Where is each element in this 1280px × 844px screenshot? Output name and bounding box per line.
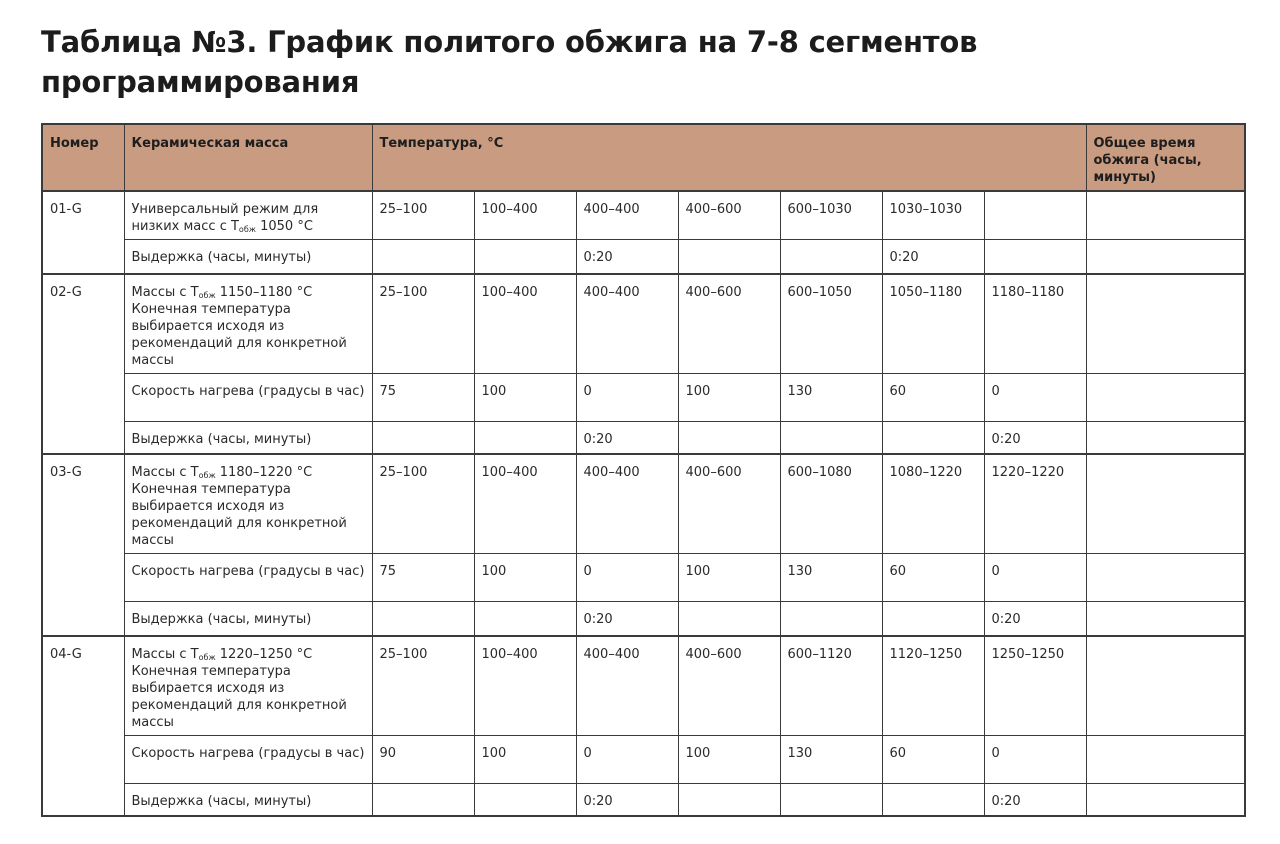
row-label-text: Скорость нагрева (градусы в час) bbox=[131, 746, 365, 761]
row-label-text: Массы с T bbox=[131, 284, 199, 300]
segment-cell: 0:20 bbox=[576, 602, 678, 636]
table-row bbox=[42, 636, 1245, 736]
segment-cell bbox=[372, 784, 474, 816]
segment-cell: 400–600 bbox=[678, 274, 780, 374]
segment-cell bbox=[372, 602, 474, 636]
row-number: 02-G bbox=[42, 274, 124, 454]
segment-cell bbox=[372, 422, 474, 454]
row-label-text-rest: 1180–1220 °C Конечная температура выбирается исходя из рекомендаций для конкретной массы bbox=[131, 464, 347, 548]
total-time-cell bbox=[1086, 240, 1245, 274]
segment-cell bbox=[882, 422, 984, 454]
segment-cell bbox=[474, 784, 576, 816]
segment-cell: 1220–1220 bbox=[984, 454, 1086, 554]
segment-cell bbox=[474, 240, 576, 274]
segment-cell bbox=[780, 240, 882, 274]
segment-cell bbox=[474, 422, 576, 454]
table-row bbox=[42, 374, 1245, 422]
row-label bbox=[124, 374, 372, 422]
row-label bbox=[124, 636, 372, 736]
total-time-cell bbox=[1086, 454, 1245, 554]
row-label-text: Массы с T bbox=[131, 464, 199, 480]
table-row bbox=[42, 191, 1245, 240]
segment-cell: 130 bbox=[780, 374, 882, 422]
row-label bbox=[124, 454, 372, 554]
segment-cell: 400–400 bbox=[576, 191, 678, 240]
segment-cell: 1080–1220 bbox=[882, 454, 984, 554]
table-row bbox=[42, 554, 1245, 602]
total-time-cell bbox=[1086, 736, 1245, 784]
total-time-cell bbox=[1086, 602, 1245, 636]
header-row bbox=[42, 124, 1245, 191]
segment-cell: 600–1080 bbox=[780, 454, 882, 554]
segment-cell: 25–100 bbox=[372, 274, 474, 374]
segment-cell: 100 bbox=[474, 736, 576, 784]
segment-cell bbox=[678, 240, 780, 274]
segment-cell: 75 bbox=[372, 374, 474, 422]
segment-cell: 130 bbox=[780, 736, 882, 784]
segment-cell: 0:20 bbox=[882, 240, 984, 274]
segment-cell: 600–1120 bbox=[780, 636, 882, 736]
segment-cell: 600–1050 bbox=[780, 274, 882, 374]
segment-cell bbox=[678, 784, 780, 816]
total-time-cell bbox=[1086, 274, 1245, 374]
segment-cell: 1030–1030 bbox=[882, 191, 984, 240]
segment-cell bbox=[780, 422, 882, 454]
table-row bbox=[42, 274, 1245, 374]
segment-cell: 1050–1180 bbox=[882, 274, 984, 374]
table-row bbox=[42, 602, 1245, 636]
segment-cell: 0 bbox=[984, 554, 1086, 602]
segment-cell: 0 bbox=[984, 736, 1086, 784]
row-label-text-rest: 1050 °C bbox=[255, 219, 313, 234]
row-label bbox=[124, 736, 372, 784]
header-number: Номер bbox=[42, 124, 124, 191]
row-label-text: Скорость нагрева (градусы в час) bbox=[131, 384, 365, 399]
segment-cell: 1180–1180 bbox=[984, 274, 1086, 374]
row-label bbox=[124, 784, 372, 816]
segment-cell: 25–100 bbox=[372, 191, 474, 240]
segment-cell: 90 bbox=[372, 736, 474, 784]
temperature-subscript: обж bbox=[198, 290, 216, 300]
segment-cell: 60 bbox=[882, 374, 984, 422]
segment-cell bbox=[678, 602, 780, 636]
segment-cell: 0:20 bbox=[576, 784, 678, 816]
table-row bbox=[42, 454, 1245, 554]
segment-cell: 100 bbox=[474, 554, 576, 602]
segment-cell: 600–1030 bbox=[780, 191, 882, 240]
segment-cell: 0 bbox=[984, 374, 1086, 422]
segment-cell bbox=[780, 602, 882, 636]
segment-cell: 400–600 bbox=[678, 191, 780, 240]
temperature-subscript: обж bbox=[198, 470, 216, 480]
segment-cell bbox=[984, 240, 1086, 274]
temperature-subscript: обж bbox=[198, 652, 216, 662]
row-number: 03-G bbox=[42, 454, 124, 636]
segment-cell: 0:20 bbox=[576, 240, 678, 274]
row-number: 04-G bbox=[42, 636, 124, 816]
row-label-text: Выдержка (часы, минуты) bbox=[131, 432, 312, 447]
segment-cell: 100–400 bbox=[474, 636, 576, 736]
row-label-text: Универсальный режим для низких масс с T bbox=[131, 202, 319, 234]
row-label-text: Выдержка (часы, минуты) bbox=[131, 250, 312, 265]
row-label-text: Скорость нагрева (градусы в час) bbox=[131, 564, 365, 579]
segment-cell: 400–600 bbox=[678, 636, 780, 736]
segment-cell: 1120–1250 bbox=[882, 636, 984, 736]
table-row bbox=[42, 240, 1245, 274]
segment-cell bbox=[984, 191, 1086, 240]
segment-cell: 75 bbox=[372, 554, 474, 602]
row-number: 01-G bbox=[42, 191, 124, 274]
segment-cell: 0:20 bbox=[984, 422, 1086, 454]
segment-cell: 100 bbox=[678, 736, 780, 784]
segment-cell bbox=[372, 240, 474, 274]
segment-cell: 400–400 bbox=[576, 454, 678, 554]
segment-cell: 100–400 bbox=[474, 454, 576, 554]
segment-cell: 100 bbox=[474, 374, 576, 422]
segment-cell: 100–400 bbox=[474, 191, 576, 240]
total-time-cell bbox=[1086, 636, 1245, 736]
page-title: Таблица №3. График политого обжига на 7-8 сегментов программирования bbox=[41, 25, 978, 99]
segment-cell: 400–400 bbox=[576, 636, 678, 736]
segment-cell: 0 bbox=[576, 736, 678, 784]
header-mass: Керамическая масса bbox=[124, 124, 372, 191]
segment-cell bbox=[882, 784, 984, 816]
row-label bbox=[124, 554, 372, 602]
segment-cell: 0:20 bbox=[984, 784, 1086, 816]
total-time-cell bbox=[1086, 554, 1245, 602]
segment-cell: 130 bbox=[780, 554, 882, 602]
row-label bbox=[124, 191, 372, 240]
firing-schedule-table bbox=[41, 123, 1246, 817]
segment-cell: 1250–1250 bbox=[984, 636, 1086, 736]
segment-cell bbox=[474, 602, 576, 636]
row-label-text-rest: 1220–1250 °C Конечная температура выбирается исходя из рекомендаций для конкретной массы bbox=[131, 646, 347, 730]
segment-cell: 400–400 bbox=[576, 274, 678, 374]
segment-cell: 25–100 bbox=[372, 454, 474, 554]
segment-cell: 400–600 bbox=[678, 454, 780, 554]
segment-cell: 25–100 bbox=[372, 636, 474, 736]
segment-cell: 60 bbox=[882, 554, 984, 602]
segment-cell bbox=[678, 422, 780, 454]
segment-cell: 60 bbox=[882, 736, 984, 784]
row-label bbox=[124, 602, 372, 636]
total-time-cell bbox=[1086, 784, 1245, 816]
segment-cell: 0:20 bbox=[576, 422, 678, 454]
segment-cell: 0:20 bbox=[984, 602, 1086, 636]
table-body bbox=[42, 191, 1245, 816]
segment-cell bbox=[780, 784, 882, 816]
temperature-subscript: обж bbox=[238, 225, 256, 234]
header-total-time: Общее время обжига (часы, минуты) bbox=[1086, 124, 1245, 191]
segment-cell: 100 bbox=[678, 554, 780, 602]
segment-cell: 100–400 bbox=[474, 274, 576, 374]
segment-cell: 0 bbox=[576, 374, 678, 422]
row-label bbox=[124, 422, 372, 454]
row-label-text: Выдержка (часы, минуты) bbox=[131, 612, 312, 627]
total-time-cell bbox=[1086, 422, 1245, 454]
row-label bbox=[124, 274, 372, 374]
row-label-text: Выдержка (часы, минуты) bbox=[131, 794, 312, 809]
total-time-cell bbox=[1086, 191, 1245, 240]
header-temperature: Температура, °C bbox=[372, 124, 1086, 191]
row-label bbox=[124, 240, 372, 274]
row-label-text-rest: 1150–1180 °C Конечная температура выбирается исходя из рекомендаций для конкретной массы bbox=[131, 284, 347, 368]
segment-cell: 0 bbox=[576, 554, 678, 602]
table-row bbox=[42, 736, 1245, 784]
segment-cell bbox=[882, 602, 984, 636]
table-row bbox=[42, 784, 1245, 816]
segment-cell: 100 bbox=[678, 374, 780, 422]
total-time-cell bbox=[1086, 374, 1245, 422]
row-label-text: Массы с T bbox=[131, 646, 199, 662]
table-row bbox=[42, 422, 1245, 454]
